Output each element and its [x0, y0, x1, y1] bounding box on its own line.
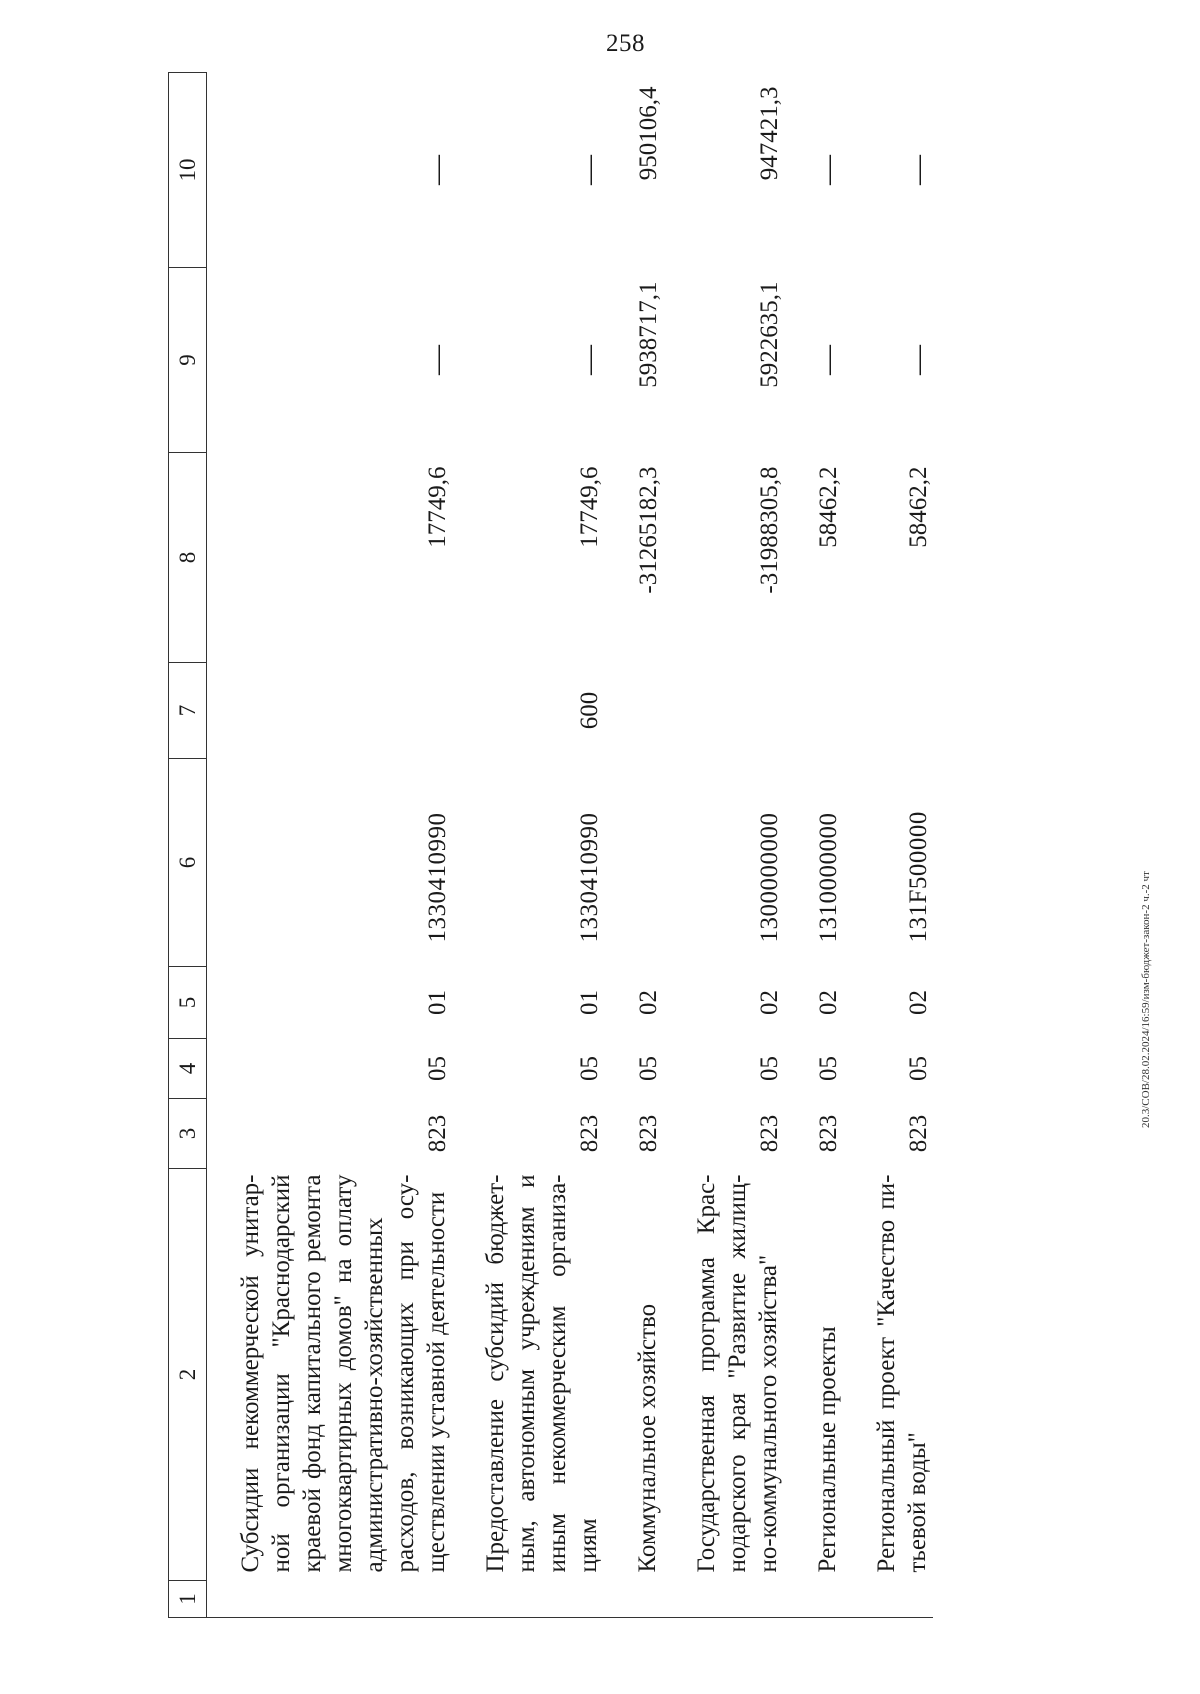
row-section-code: 05 [905, 1056, 932, 1081]
header-row [169, 73, 207, 1618]
header-cell-4: 4 [169, 1039, 207, 1099]
row-amount-col10: — [901, 155, 934, 185]
table-row [235, 73, 452, 1618]
row-amount-col10: — [572, 155, 605, 185]
row-target-code: 1300000000 [756, 812, 783, 943]
row-amount-col10: 950106,4 [635, 86, 662, 181]
header-cell-8: 8 [169, 453, 207, 663]
header-cell-1: 1 [169, 1581, 207, 1618]
row-amount-col8: 58462,2 [815, 466, 842, 548]
budget-table-rotated [168, 73, 1008, 1618]
row-amount-col9: — [901, 345, 934, 375]
row-subsection-code: 01 [424, 990, 451, 1015]
row-subsection-code: 01 [576, 990, 603, 1015]
row-expense-type: 600 [576, 691, 603, 730]
footer-stamp [1140, 800, 1152, 1128]
row-description: Региональный проект "Качество пи-тьевой воды" [873, 1174, 931, 1573]
header-cell-3: 3 [169, 1099, 207, 1169]
table-row [691, 73, 784, 1618]
row-amount-col10: — [420, 155, 453, 185]
header-cell-9: 9 [169, 268, 207, 453]
row-target-code: 1310000000 [815, 812, 842, 943]
row-amount-col8: 17749,6 [424, 466, 451, 548]
row-expense-type [691, 663, 784, 759]
row-subsection-code: 02 [815, 990, 842, 1015]
row-subsection-code: 02 [756, 990, 783, 1015]
row-target-code: 131F500000 [905, 811, 932, 943]
budget-table [168, 72, 933, 1618]
row-expense-type [632, 663, 663, 759]
row-amount-col9: — [572, 345, 605, 375]
row-ministry-code: 823 [635, 1114, 662, 1153]
row-subsection-code: 02 [635, 990, 662, 1015]
row-ministry-code: 823 [815, 1114, 842, 1153]
row-description: Государственная программа Крас-нодарского края "Развитие жилищ-но-коммунального хозяйства" [693, 1174, 782, 1573]
row-section-code: 05 [756, 1056, 783, 1081]
row-amount-col9: 5938717,1 [635, 281, 662, 388]
row-ministry-code: 823 [756, 1114, 783, 1153]
row-amount-col8: -31265182,3 [635, 466, 662, 594]
row-target-code: 1330410990 [424, 812, 451, 943]
row-section-code: 05 [815, 1056, 842, 1081]
row-amount-col8: 17749,6 [576, 466, 603, 548]
header-cell-10: 10 [169, 73, 207, 268]
row-amount-col10: 947421,3 [756, 86, 783, 181]
page-number: 258 [606, 30, 645, 57]
header-cell-7: 7 [169, 663, 207, 759]
row-ministry-code: 823 [424, 1114, 451, 1153]
row-description: Субсидии некоммерческой унитар-ной организации "Краснодарский краевой фонд капитального ремонта многоквартирных домов" на оплату административно-хозяйственных расходов, возникающих при осу-ществлении уставной деятельности [237, 1174, 450, 1573]
header-cell-5: 5 [169, 967, 207, 1039]
table-row [871, 73, 933, 1618]
header-cell-2: 2 [169, 1169, 207, 1581]
row-ministry-code: 823 [576, 1114, 603, 1153]
row-amount-col8: 58462,2 [905, 466, 932, 548]
row-expense-type [812, 663, 843, 759]
row-subsection-code: 02 [905, 990, 932, 1015]
row-description: Региональные проекты [814, 1326, 841, 1573]
row-section-code: 05 [424, 1056, 451, 1081]
row-ministry-code: 823 [905, 1114, 932, 1153]
row-amount-col8: -31988305,8 [756, 466, 783, 594]
row-amount-col9: 5922635,1 [756, 281, 783, 388]
row-amount-col9: — [811, 345, 844, 375]
row-description: Коммунальное хозяйство [634, 1303, 661, 1573]
row-amount-col10: — [811, 155, 844, 185]
footer-stamp-text: 20.3/СОВ/28.02.2024/16:59/изм-бюджет-закон-2 ч.-2 чт [1140, 871, 1152, 1128]
row-target-code [632, 759, 663, 967]
table-row [812, 73, 843, 1618]
row-section-code: 05 [635, 1056, 662, 1081]
row-target-code: 1330410990 [576, 812, 603, 943]
table-header [169, 73, 207, 1618]
header-cell-6: 6 [169, 759, 207, 967]
table-body [207, 73, 934, 1618]
row-description: Предоставление субсидий бюджет-ным, автономным учреждениям и иным некоммерческим организа-циям [482, 1174, 602, 1573]
row-expense-type [871, 663, 933, 759]
table-row [480, 73, 604, 1618]
row-expense-type [235, 663, 452, 759]
row-section-code: 05 [576, 1056, 603, 1081]
table-row [632, 73, 663, 1618]
row-amount-col9: — [420, 345, 453, 375]
